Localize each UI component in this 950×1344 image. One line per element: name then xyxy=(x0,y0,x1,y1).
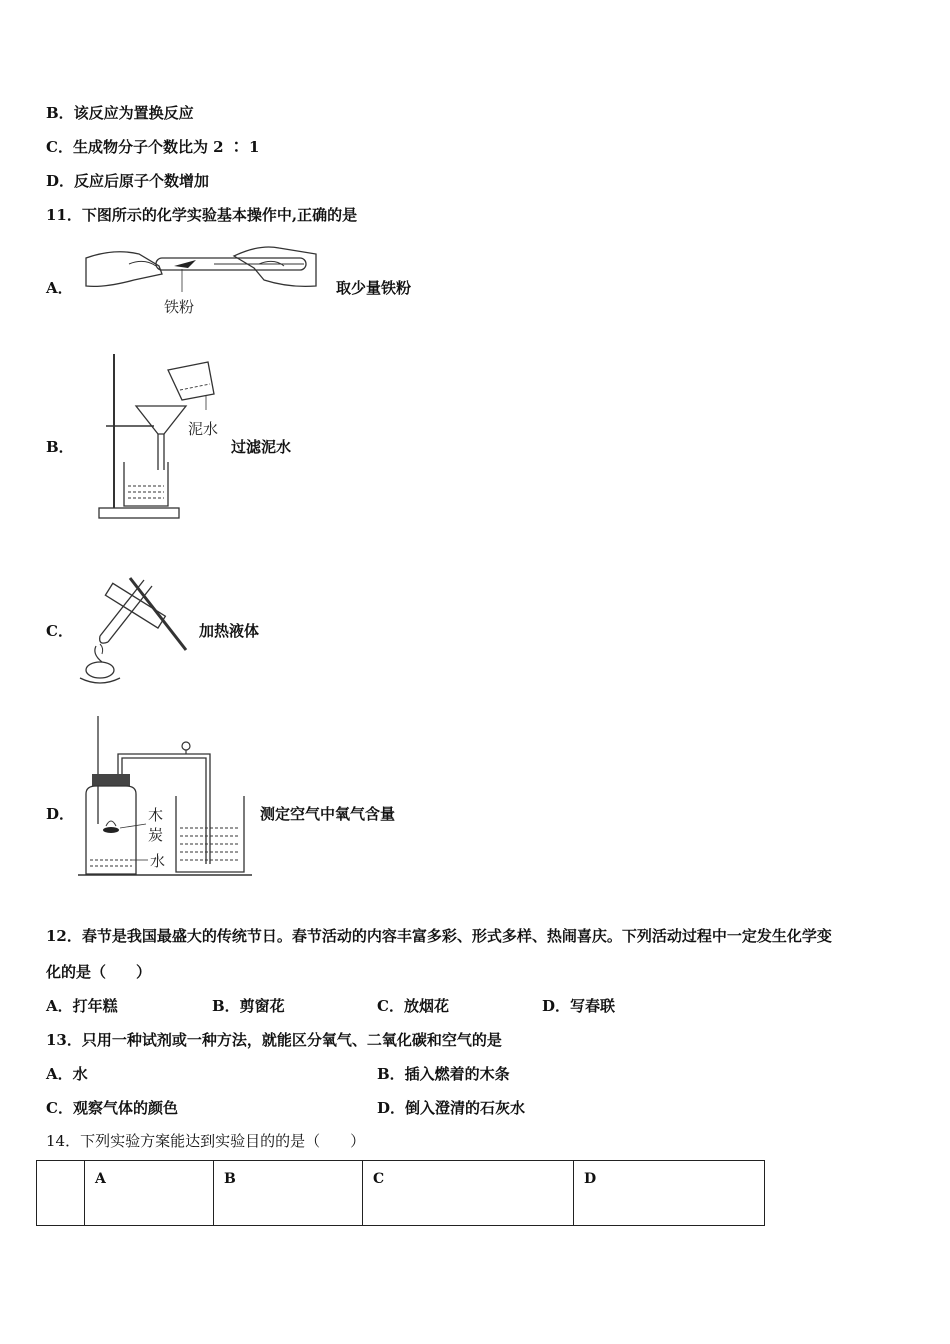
q10-option-d: D．反应后原子个数增加 xyxy=(46,172,210,190)
iron-powder-figure xyxy=(84,236,320,318)
table-header-cell: B xyxy=(214,1161,363,1226)
q11-option-c-caption: 加热液体 xyxy=(199,622,260,640)
charcoal-label-2: 炭 xyxy=(148,826,164,844)
water-label: 水 xyxy=(150,852,166,870)
table-header-cell xyxy=(37,1161,85,1226)
q13-option-b: B．插入燃着的木条 xyxy=(377,1065,510,1083)
table-header-cell: A xyxy=(85,1161,214,1226)
q13-option-a: A．水 xyxy=(46,1065,88,1083)
q14-stem: 14．下列实验方案能达到实验目的的是（ ） xyxy=(46,1132,366,1150)
q12-option-c: C．放烟花 xyxy=(377,997,449,1015)
q14-table xyxy=(36,1160,765,1226)
q11-option-d-caption: 测定空气中氧气含量 xyxy=(260,805,396,823)
q13-option-c: C．观察气体的颜色 xyxy=(46,1099,178,1117)
filtration-figure xyxy=(96,350,226,522)
q11-option-a-caption: 取少量铁粉 xyxy=(336,279,412,297)
iron-powder-label: 铁粉 xyxy=(164,298,195,316)
q11-option-a-letter: A． xyxy=(46,279,73,297)
q11-option-b-caption: 过滤泥水 xyxy=(231,438,292,456)
q10-option-b: B．该反应为置换反应 xyxy=(46,104,194,122)
heating-liquid-figure xyxy=(74,570,194,688)
table-header-row xyxy=(37,1161,765,1226)
table-header-cell: C xyxy=(363,1161,574,1226)
q11-option-c-letter: C． xyxy=(46,622,73,640)
muddy-water-label: 泥水 xyxy=(188,420,219,438)
q11-option-b-letter: B． xyxy=(46,438,74,456)
q13-stem: 13．只用一种试剂或一种方法，就能区分氧气、二氧化碳和空气的是 xyxy=(46,1031,502,1049)
q11-option-d-letter: D． xyxy=(46,805,75,823)
q13-option-d: D．倒入澄清的石灰水 xyxy=(377,1099,526,1117)
q12-stem-line1: 12．春节是我国最盛大的传统节日。春节活动的内容丰富多彩、形式多样、热闹喜庆。下列活动过程中一定发生化学变 xyxy=(46,927,832,945)
oxygen-measurement-figure xyxy=(76,714,258,880)
table-header-cell: D xyxy=(574,1161,765,1226)
q10-option-c: C．生成物分子个数比为 2 ∶ 1 xyxy=(46,138,260,156)
q11-stem: 11．下图所示的化学实验基本操作中,正确的是 xyxy=(46,206,358,224)
charcoal-label-1: 木 xyxy=(148,806,164,824)
q12-option-a: A．打年糕 xyxy=(46,997,118,1015)
q12-stem-line2: 化的是（ ） xyxy=(46,963,152,981)
q12-option-b: B．剪窗花 xyxy=(212,997,285,1015)
q12-option-d: D．写春联 xyxy=(542,997,616,1015)
